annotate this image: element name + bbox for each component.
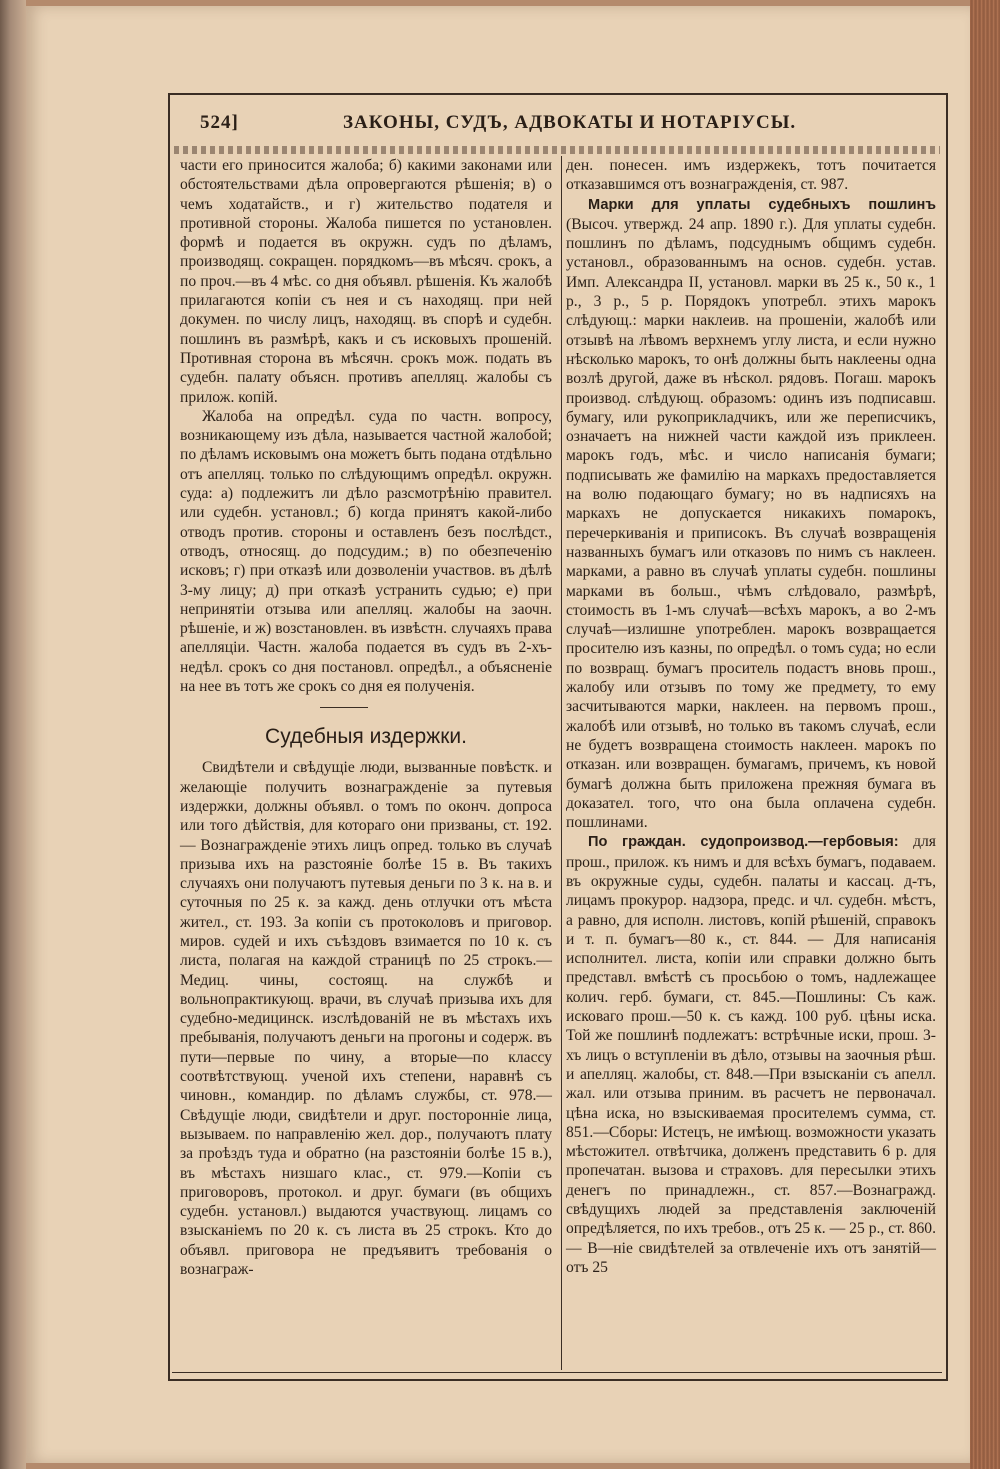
book-binding (0, 0, 26, 1469)
column-divider (561, 156, 562, 1370)
left-paragraph-1: части его приносится жалоба; б) какими законами или обстоятельствами дѣла опровергаются рѣшенія; в) о чемъ ходатайств., и г) жительство подателя и противной стороны. Жалоба пишется по установлен. формѣ и подается въ окружн. судъ по дѣламъ, производящ. сокращен. порядкомъ—въ мѣсяч. срокъ, а по проч.—въ 4 мѣс. со дня объявл. рѣшенія. Къ жалобѣ прилагаются копіи съ нея и съ находящ. при ней докумен. по числу лицъ, находящ. въ спорѣ и судебн. пошлинъ въ размѣрѣ, какъ и съ исковыхъ прошеній. Противная сторона въ мѣсячн. срокъ мож. подать въ судебн. палату объясн. противъ апелляц. жалобы съ прилож. копій. (180, 157, 552, 406)
right-column (566, 156, 936, 1277)
left-column (180, 156, 552, 1279)
right-paragraph-1: ден. понесен. имъ издержекъ, тотъ почитается отказавшимся отъ вознагражденія, ст. 987. (566, 157, 936, 194)
right-paragraph-3-body: для прош., прилож. къ нимъ и для всѣхъ бумагъ, подаваем. въ окружные суды, судебн. палаты и кассац. д-тъ, лицамъ прокурор. надзора, предс. и чл. судебн. мѣстъ, а равно, для исполн. листовъ, копій рѣшеній, справокъ и т. п. бумагъ—80 к., ст. 844. — Для написанія исполнител. листа, копіи или справки должно быть представл. вмѣстѣ съ просьбою о томъ, надлежащее колич. герб. бумаги, ст. 845.—Пошлины: Съ каж. исковаго прош.—50 к. съ кажд. 100 руб. цѣны иска. Той же пошлинѣ подлежатъ: встрѣчные иски, прош. 3-хъ лицъ о вступленіи въ дѣло, отзывы на заочныя рѣш. и апелляц. жалобы, ст. 848.—При взысканіи съ апелл. жал. или отзыва приним. въ расчетъ не первоначал. цѣна иска, но взыскиваемая просителемъ сумма, ст. 851.—Сборы: Истецъ, не имѣющ. возможности указать мѣстожител. отвѣтчика, долженъ представить 6 р. для пропечатан. вызова и страховъ. для пересылки этихъ денегъ по принадлежн., ст. 857.—Вознагражд. свѣдущихъ людей за представленія заключеній опредѣляется, по ихъ требов., отъ 25 к. — 25 р., ст. 860. — В—ніе свидѣтелей за отвлеченіе ихъ отъ занятій—отъ 25 (566, 833, 936, 1276)
section-separator (180, 696, 552, 718)
left-paragraph-3: Свидѣтели и свѣдущіе люди, вызванные повѣстк. и желающіе получить вознагражденіе за путевыя издержки, должны объявл. о томъ по оконч. допроса или того дѣйствія, для котораго они призваны, ст. 192.— Вознагражденіе этихъ лицъ опред. только въ случаѣ призыва ихъ на разстояніе болѣе 15 в. Въ такихъ случаяхъ они получаютъ путевыя деньги по 3 к. на в. и суточныя по 25 к. за кажд. день отлучки отъ мѣста жител., ст. 193. За копіи съ протоколовъ и приговор. миров. судей и ихъ съѣздовъ взимается по 10 к. съ листа, полагая на каждой страницѣ по 25 строкъ.— Медиц. чины, состоящ. на службѣ и вольнопрактикующ. врачи, въ случаѣ призыва ихъ для судебно-медицинск. изслѣдованій не въ мѣстахъ ихъ пребыванія, получаютъ деньги на прогоны и содерж. въ пути—первые по чину, а вторые—по классу соотвѣтствующ. ученой ихъ степени, наравнѣ съ чиновн., командир. по дѣламъ службы, ст. 978.—Свѣдущіе люди, свидѣтели и друг. посторонніе лица, вызываем. по направленію жел. дор., получаютъ плату за проѣздъ туда и обратно (на разстояніи болѣе 15 в.), въ мѣстахъ низшаго клас., ст. 979.—Копіи съ приговоровъ, протокол. и друг. бумаги (въ общихъ судебн. установл.) выдаются участвующ. лицамъ со взысканіемъ по 20 к. съ листа въ 25 строкъ. Кто до объявл. приговора не предъявитъ требованія о вознаграж- (180, 759, 552, 1279)
header-wavy-rule (174, 146, 940, 154)
running-title: ЗАКОНЫ, СУДЪ, АДВОКАТЫ И НОТАРІУСЫ. (343, 112, 797, 133)
page-number: 524] (200, 112, 239, 133)
page-edges (970, 0, 1000, 1469)
right-paragraph-2-lead: Марки для уплаты судебныхъ пошлинъ (588, 196, 936, 213)
page-header (200, 112, 942, 142)
left-paragraph-2: Жалоба на опредѣл. суда по частн. вопросу, возникающему изъ дѣла, называется частной жалобой; по дѣламъ исковымъ она можетъ быть подана отдѣльно отъ апелляц. только по слѣдующимъ опредѣл. окружн. суда: а) подлежитъ ли дѣло разсмотрѣнію правител. или судебн. установл.; б) когда принятъ какой-либо отводъ против. стороны и оставленъ безъ послѣдст., отводъ, относящ. до подсудим.; в) по обезпеченію исковъ; г) при отказѣ или дозволеніи участвов. въ дѣлѣ 3-му лицу; д) при отказѣ устранить судью; е) при непринятіи отзыва или апелляц. жалобы на заочн. рѣшеніе, и ж) возстановлен. въ извѣстн. случаяхъ права апелляціи. Частн. жалоба подается въ судъ въ 2-хъ-недѣл. срокъ со дня постановл. опредѣл., а объясненіе на нее въ тотъ же срокъ со дня ея полученія. (180, 407, 552, 696)
bottom-rule (172, 1372, 942, 1373)
section-heading: Судебныя издержки. (265, 725, 467, 749)
right-paragraph-2-body: (Высоч. утвержд. 24 апр. 1890 г.). Для уплаты судебн. пошлинъ по дѣламъ, подсуднымъ общимъ судебн. установл., образованнымъ на основ. судебн. устав. Имп. Александра II, установл. марки въ 25 к., 50 к., 1 р., 3 р., 5 р. Порядокъ употребл. этихъ марокъ слѣдующ.: марки наклеив. на прошеніи, жалобѣ или отзывѣ на лѣвомъ верхнемъ углу листа, и если нужно нѣсколько марокъ, то онѣ должны быть наклеены одна возлѣ другой, даже въ нѣскол. рядовъ. Погаш. марокъ производ. слѣдующ. образомъ: одинъ изъ подписавш. бумагу, или рукоприкладчикъ, или же переписчикъ, означаетъ на нижней части каждой изъ приклеен. марокъ годъ, мѣс. и число написанія бумаги; подписывать же фамилію на маркахъ предоставляется на волю подающаго бумагу; но въ надписяхъ на маркахъ не допускается никакихъ помарокъ, перечеркиванія и приписокъ. Въ случаѣ возвращенія названныхъ бумагъ или отказовъ по нимъ съ наклеен. марками, а равно въ случаѣ уплаты судебн. пошлины марками въ больш., чѣмъ слѣдовало, размѣрѣ, стоимость въ 1-мъ случаѣ—всѣхъ марокъ, а во 2-мъ случаѣ—излишне употреблен. марокъ возвращается просителю изъ казны, по опредѣл. о томъ суда; но если по возвращ. бумагъ проситель подастъ вновь прош., жалобу или отзывъ по тому же предмету, то ему засчитываются марки, наклеен. на первомъ прош., жалобѣ или отзывѣ, но только въ такомъ случаѣ, если не будетъ возвращена стоимость наклеен. марокъ по отказан. или возвращен. бумагамъ, причемъ, къ новой бумагѣ должна быть приложена прежняя бумага въ доказател. того, что она была оплачена судебн. пошлинами. (566, 215, 936, 832)
right-paragraph-2 (566, 195, 936, 833)
right-paragraph-3 (566, 832, 936, 1277)
right-paragraph-3-lead: По граждан. судопроизвод.—гербовыя: (588, 834, 899, 851)
